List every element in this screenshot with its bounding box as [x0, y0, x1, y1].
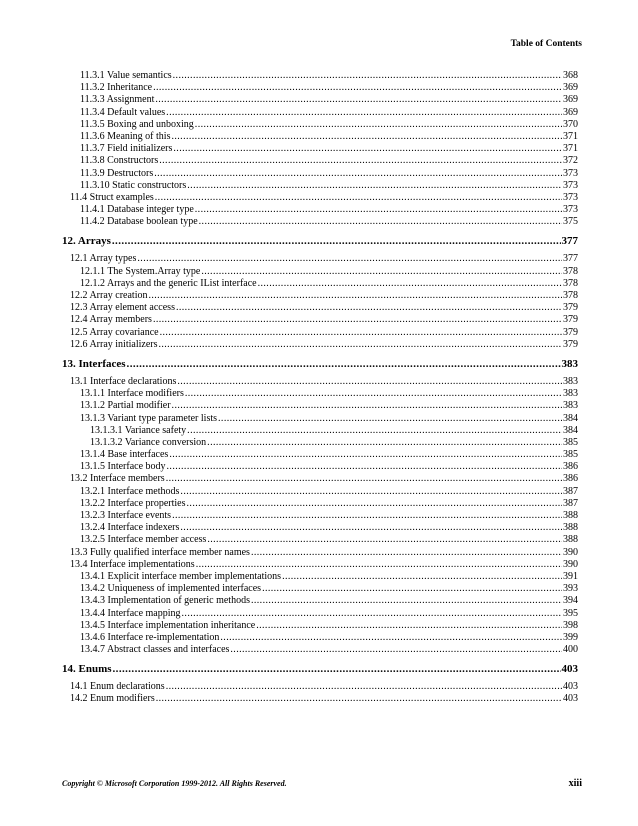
toc-entry-page: 379	[563, 302, 578, 314]
dot-leader	[207, 437, 562, 449]
toc-entry[interactable]	[62, 620, 578, 632]
toc-entry[interactable]	[62, 644, 578, 656]
dot-leader	[169, 449, 562, 461]
dot-leader	[201, 266, 562, 278]
toc-entry-title: 14.2 Enum modifiers	[70, 693, 155, 705]
dot-leader	[220, 632, 562, 644]
toc-chapter-entry[interactable]	[62, 662, 578, 676]
dot-leader	[156, 693, 562, 705]
toc-entry[interactable]	[62, 107, 578, 119]
dot-leader	[258, 278, 562, 290]
toc-entry[interactable]	[62, 131, 578, 143]
toc-entry-title: 11.3.1 Value semantics	[80, 70, 172, 81]
dot-leader	[148, 290, 562, 302]
toc-entry-page: 403	[563, 693, 578, 705]
toc-entry[interactable]	[62, 534, 578, 546]
toc-entry[interactable]	[62, 266, 578, 278]
toc-entry[interactable]	[62, 339, 578, 351]
toc-entry-title: 13.4.5 Interface implementation inheritance	[80, 619, 256, 631]
toc-entry-page: 398	[563, 619, 578, 631]
toc-entry[interactable]	[62, 461, 578, 473]
toc-entry[interactable]	[62, 119, 578, 131]
toc-entry-title: 12.2 Array creation	[70, 290, 148, 301]
toc-entry-title: 13.4.7 Abstract classes and interfaces	[80, 644, 230, 656]
dot-leader	[182, 608, 562, 620]
toc-entry-page: 373	[563, 191, 578, 203]
toc-entry[interactable]	[62, 510, 578, 522]
toc-entry-page: 369	[563, 106, 578, 118]
page-number: xiii	[568, 778, 582, 789]
toc-entry-page: 369	[563, 94, 578, 106]
toc-entry-title: 11.4.1 Database integer type	[80, 204, 194, 216]
toc-entry-title: 13.2.1 Interface methods	[80, 485, 180, 497]
toc-entry[interactable]	[62, 180, 578, 192]
dot-leader	[160, 327, 562, 339]
toc-entry-page: 378	[563, 277, 578, 289]
toc-entry[interactable]	[62, 425, 578, 437]
page-header: Table of Contents	[510, 39, 582, 49]
toc-entry[interactable]	[62, 376, 578, 388]
toc-entry-title: 11.3.10 Static constructors	[80, 179, 187, 191]
toc-entry-title: 11.4 Struct examples	[70, 191, 154, 203]
toc-entry[interactable]	[62, 192, 578, 204]
toc-entry[interactable]	[62, 681, 578, 693]
dot-leader	[153, 314, 562, 326]
dot-leader	[159, 155, 562, 167]
toc-entry[interactable]	[62, 571, 578, 583]
dot-leader	[218, 413, 562, 425]
toc-entry-page: 383	[563, 400, 578, 412]
toc-entry-page: 368	[563, 70, 578, 81]
copyright-notice: Copyright © Microsoft Corporation 1999-2012. All Rights Reserved.	[62, 779, 287, 788]
dot-leader	[176, 302, 562, 314]
dot-leader	[180, 522, 562, 534]
toc-entry-page: 373	[563, 167, 578, 179]
toc-entry-page: 390	[563, 558, 578, 570]
dot-leader	[196, 559, 562, 571]
toc-entry[interactable]	[62, 437, 578, 449]
toc-entry-page: 383	[561, 357, 578, 370]
toc-entry-page: 384	[563, 412, 578, 424]
toc-entry-title: 13.4.3 Implementation of generic methods	[80, 595, 250, 607]
toc-entry-title: 13.1.4 Base interfaces	[80, 449, 169, 461]
toc-entry-page: 369	[563, 82, 578, 94]
toc-entry-title: 13. Interfaces	[62, 357, 126, 370]
dot-leader	[167, 461, 562, 473]
toc-entry-page: 390	[563, 546, 578, 558]
toc-entry-title: 13.4.1 Explicit interface member implementations	[80, 570, 282, 582]
toc-entry[interactable]	[62, 449, 578, 461]
toc-entry-page: 391	[563, 570, 578, 582]
toc-entry-page: 378	[563, 265, 578, 277]
page-footer	[62, 778, 582, 789]
toc-entry-title: 12.1.1 The System.Array type	[80, 265, 201, 277]
toc-entry-title: 13.3 Fully qualified interface member names	[70, 546, 250, 558]
toc-entry-page: 400	[563, 644, 578, 656]
dot-leader	[127, 357, 561, 371]
toc-entry-page: 385	[563, 436, 578, 448]
dot-leader	[256, 620, 562, 632]
dot-leader	[171, 131, 562, 143]
toc-entry[interactable]	[62, 522, 578, 534]
toc-entry[interactable]	[62, 204, 578, 216]
toc-entry[interactable]	[62, 595, 578, 607]
toc-entry-page: 385	[563, 449, 578, 461]
dot-leader	[173, 143, 562, 155]
dot-leader	[172, 510, 562, 522]
toc-entry-title: 12.5 Array covariance	[70, 326, 159, 338]
toc-entry-page: 403	[563, 681, 578, 693]
toc-entry-page: 371	[563, 130, 578, 142]
toc-entry-page: 387	[563, 485, 578, 497]
toc-entry-title: 11.3.2 Inheritance	[80, 82, 153, 94]
toc-entry-page: 370	[563, 118, 578, 130]
toc-entry-page: 388	[563, 534, 578, 546]
toc-entry-title: 13.1 Interface declarations	[70, 375, 177, 387]
toc-entry[interactable]	[62, 82, 578, 94]
toc-entry-page: 387	[563, 497, 578, 509]
toc-entry-title: 12.1 Array types	[70, 253, 137, 265]
dot-leader	[113, 662, 561, 676]
toc-entry-title: 13.2.3 Interface events	[80, 510, 172, 521]
toc-entry-page: 372	[563, 155, 578, 167]
toc-entry[interactable]	[62, 314, 578, 326]
dot-leader	[177, 376, 562, 388]
toc-entry-page: 384	[563, 424, 578, 436]
toc-entry[interactable]	[62, 486, 578, 498]
toc-entry-title: 13.4.2 Uniqueness of implemented interfaces	[80, 583, 262, 595]
toc-entry[interactable]	[62, 498, 578, 510]
toc-entry[interactable]	[62, 94, 578, 106]
toc-entry-title: 14.1 Enum declarations	[70, 681, 165, 693]
toc-entry[interactable]	[62, 70, 578, 82]
toc-entry-page: 373	[563, 204, 578, 216]
toc-entry-title: 11.3.5 Boxing and unboxing	[80, 118, 194, 130]
toc-entry[interactable]	[62, 327, 578, 339]
toc-entry-title: 12.4 Array members	[70, 314, 152, 326]
toc-entry[interactable]	[62, 473, 578, 485]
toc-entry-title: 13.1.5 Interface body	[80, 461, 166, 473]
dot-leader	[180, 486, 562, 498]
toc-entry-page: 379	[563, 314, 578, 326]
toc-entry-title: 11.4.2 Database boolean type	[80, 216, 198, 228]
toc-entry[interactable]	[62, 290, 578, 302]
toc-entry-title: 13.2.4 Interface indexers	[80, 522, 180, 534]
toc-entry-title: 13.2 Interface members	[70, 473, 165, 485]
toc-entry[interactable]	[62, 608, 578, 620]
dot-leader	[187, 425, 562, 437]
dot-leader	[187, 498, 562, 510]
toc-entry[interactable]	[62, 168, 578, 180]
dot-leader	[166, 107, 562, 119]
dot-leader	[195, 204, 562, 216]
toc-entry-title: 13.1.3 Variant type parameter lists	[80, 412, 218, 424]
toc-entry-page: 378	[563, 290, 578, 301]
toc-entry-title: 12.3 Array element access	[70, 302, 175, 314]
toc-entry-title: 11.3.3 Assignment	[80, 94, 155, 106]
dot-leader	[155, 94, 562, 106]
toc-chapter-entry[interactable]	[62, 234, 578, 248]
toc-entry-page: 377	[563, 253, 578, 265]
dot-leader	[173, 70, 562, 82]
toc-entry-page: 399	[563, 631, 578, 643]
toc-entry-title: 11.3.7 Field initializers	[80, 143, 173, 155]
toc-entry-title: 11.3.4 Default values	[80, 106, 166, 118]
toc-entry-title: 13.4.6 Interface re-implementation	[80, 631, 220, 643]
toc-entry[interactable]	[62, 143, 578, 155]
toc-entry-page: 393	[563, 583, 578, 595]
toc-entry-title: 13.2.5 Interface member access	[80, 534, 207, 546]
dot-leader	[199, 216, 562, 228]
toc-entry-page: 377	[561, 235, 578, 248]
toc-entry-title: 12.1.2 Arrays and the generic IList interface	[80, 277, 257, 289]
dot-leader	[185, 388, 562, 400]
toc-entry[interactable]	[62, 400, 578, 412]
dot-leader	[172, 400, 562, 412]
dot-leader	[137, 253, 562, 265]
toc-entry-page: 371	[563, 143, 578, 155]
dot-leader	[166, 473, 562, 485]
dot-leader	[262, 583, 562, 595]
toc-entry-title: 13.4.4 Interface mapping	[80, 607, 181, 619]
toc-entry-title: 12.6 Array initializers	[70, 338, 158, 350]
toc-entry[interactable]	[62, 693, 578, 705]
toc-entry-title: 13.1.2 Partial modifier	[80, 400, 171, 412]
dot-leader	[153, 82, 562, 94]
toc-entry[interactable]	[62, 155, 578, 167]
toc-entry-page: 383	[563, 388, 578, 400]
toc-entry-page: 373	[563, 179, 578, 191]
toc-entry-page: 386	[563, 461, 578, 473]
dot-leader	[251, 595, 562, 607]
toc-entry-page: 394	[563, 595, 578, 607]
dot-leader	[251, 547, 562, 559]
dot-leader	[230, 644, 562, 656]
toc-entry-page: 375	[563, 216, 578, 228]
toc-entry[interactable]	[62, 547, 578, 559]
toc-entry-title: 13.1.3.2 Variance conversion	[90, 436, 207, 448]
toc-entry[interactable]	[62, 278, 578, 290]
dot-leader	[166, 681, 562, 693]
toc-entry-title: 11.3.9 Destructors	[80, 167, 154, 179]
table-of-contents	[62, 70, 578, 706]
toc-entry-page: 379	[563, 326, 578, 338]
toc-entry-title: 11.3.6 Meaning of this	[80, 130, 171, 142]
toc-entry-page: 379	[563, 338, 578, 350]
dot-leader	[282, 571, 562, 583]
dot-leader	[112, 234, 561, 248]
toc-entry-title: 13.1.1 Interface modifiers	[80, 388, 184, 400]
toc-entry-page: 388	[563, 522, 578, 534]
dot-leader	[207, 534, 562, 546]
toc-entry-page: 383	[563, 375, 578, 387]
toc-entry-title: 11.3.8 Constructors	[80, 155, 159, 167]
toc-entry-page: 386	[563, 473, 578, 485]
toc-entry-page: 395	[563, 607, 578, 619]
toc-entry-title: 12. Arrays	[62, 235, 111, 248]
toc-entry-title: 13.1.3.1 Variance safety	[90, 424, 187, 436]
dot-leader	[158, 339, 562, 351]
dot-leader	[187, 180, 562, 192]
toc-entry[interactable]	[62, 388, 578, 400]
toc-entry[interactable]	[62, 302, 578, 314]
toc-entry[interactable]	[62, 583, 578, 595]
toc-entry[interactable]	[62, 632, 578, 644]
toc-chapter-entry[interactable]	[62, 357, 578, 371]
toc-entry[interactable]	[62, 413, 578, 425]
toc-entry-page: 388	[563, 510, 578, 521]
toc-entry[interactable]	[62, 253, 578, 265]
toc-entry-title: 13.2.2 Interface properties	[80, 497, 186, 509]
toc-entry-page: 403	[561, 663, 578, 676]
dot-leader	[195, 119, 562, 131]
toc-entry-title: 13.4 Interface implementations	[70, 558, 195, 570]
toc-entry-title: 14. Enums	[62, 663, 112, 676]
dot-leader	[154, 168, 562, 180]
dot-leader	[155, 192, 562, 204]
toc-entry[interactable]	[62, 216, 578, 228]
toc-entry[interactable]	[62, 559, 578, 571]
